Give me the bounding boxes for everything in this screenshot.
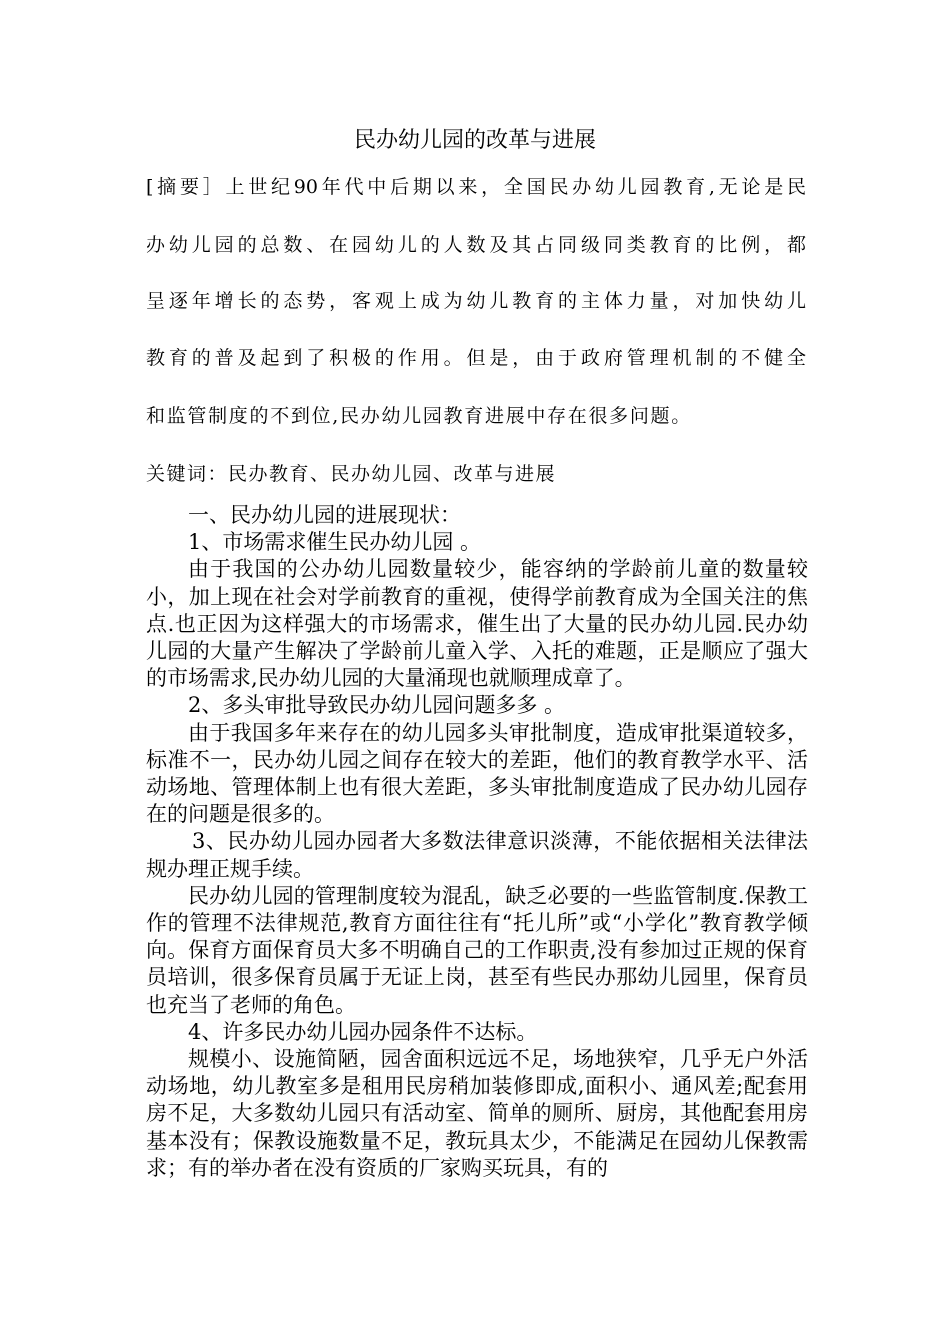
subsection-heading-1: 1、市场需求催生民办幼儿园 。 xyxy=(188,530,482,555)
section-heading: 一、民办幼儿园的进展现状： xyxy=(188,503,461,527)
paragraph-1: 由于我国的公办幼儿园数量较少，能容纳的学龄前儿童的数量较小，加上现在社会对学前教育的重视，使得学前教育成为全国关注的焦点.也正因为这样强大的市场需求，催生出了大量的民办幼儿园.民办幼儿园的大量产生解决了学龄前儿童入学、入托的难题，正是顺应了强大的市场需求,民办幼儿园的大量涌现也就顺理成章了。 xyxy=(146,557,808,691)
abstract-line-3: 呈逐年增长的态势，客观上成为幼儿教育的主体力量，对加快幼儿 xyxy=(146,290,806,312)
document-body xyxy=(146,502,808,1182)
keywords: 关键词：民办教育、民办幼儿园、改革与进展 xyxy=(146,463,557,485)
paragraph-3: 民办幼儿园的管理制度较为混乱，缺乏必要的一些监管制度.保教工作的管理不法律规范,教育方面往往有“托儿所”或“小学化”教育教学倾向。保育方面保育员大多不明确自己的工作职责,没有参加过正规的保育员培训，很多保育员属于无证上岗，甚至有些民办那幼儿园里，保育员也充当了老师的角色。 xyxy=(146,883,808,1017)
subsection-heading-3: 3、民办幼儿园办园者大多数法律意识淡薄，不能依据相关法律法规办理正规手续。 xyxy=(146,829,808,881)
subsection-heading-4: 4、许多民办幼儿园办园条件不达标。 xyxy=(188,1019,538,1044)
paragraph-2: 由于我国多年来存在的幼儿园多头审批制度，造成审批渠道较多，标准不一，民办幼儿园之间存在较大的差距，他们的教育教学水平、活动场地、管理体制上也有很大差距，多头审批制度造成了民办幼儿园存在的问题是很多的。 xyxy=(146,720,808,827)
abstract-line-1: [摘要］上世纪90年代中后期以来，全国民办幼儿园教育,无论是民 xyxy=(146,176,806,198)
abstract-line-2: 办幼儿园的总数、在园幼儿的人数及其占同级同类教育的比例，都 xyxy=(146,234,806,256)
document-title: 民办幼儿园的改革与进展 xyxy=(353,128,596,153)
abstract-line-4: 教育的普及起到了积极的作用。但是，由于政府管理机制的不健全 xyxy=(146,347,806,369)
subsection-heading-2: 2、多头审批导致民办幼儿园问题多多 。 xyxy=(188,693,566,718)
paragraph-4: 规模小、设施简陋，园舍面积远远不足，场地狭窄，几乎无户外活动场地，幼儿教室多是租用民房稍加装修即成,面积小、通风差;配套用房不足，大多数幼儿园只有活动室、简单的厕所、厨房，其他配套用房基本没有；保教设施数量不足，教玩具太少，不能满足在园幼儿保教需求；有的举办者在没有资质的厂家购买玩具，有的 xyxy=(146,1047,808,1180)
abstract-line-5: 和监管制度的不到位,民办幼儿园教育进展中存在很多问题。 xyxy=(146,405,692,427)
